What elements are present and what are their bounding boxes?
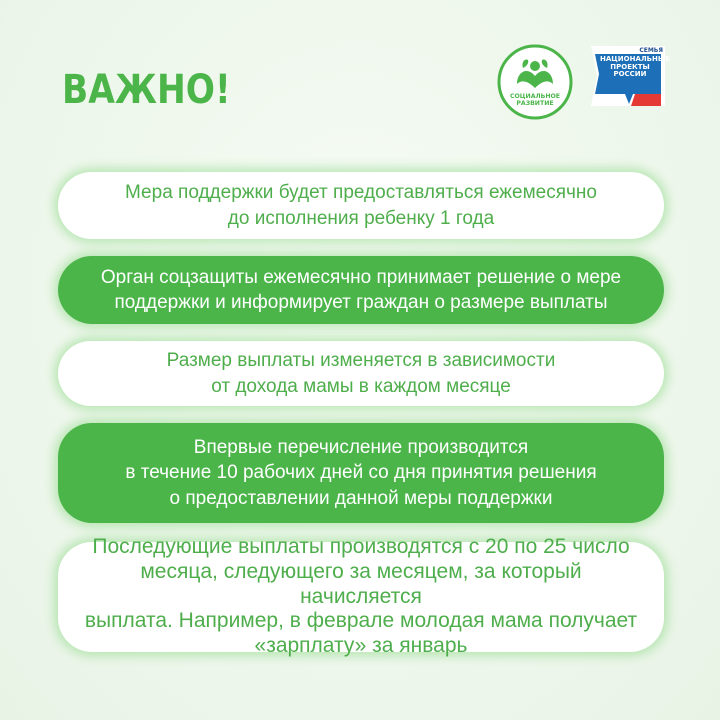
info-card-5-text: Последующие выплаты производятся с 20 по 25 число месяца, следующего за месяцем, за который начисляется выплата. Например, в феврале молодая мама получает «зарплату» за январь	[84, 535, 638, 658]
social-development-logo-graphic	[497, 44, 573, 120]
national-projects-family-label: СЕМЬЯ	[639, 47, 663, 54]
page-title: ВАЖНО!	[62, 67, 231, 113]
info-card-4	[58, 423, 664, 523]
national-projects-line-1: НАЦИОНАЛЬНЫЕ	[600, 55, 670, 63]
info-card-2	[58, 256, 664, 324]
info-card-1	[58, 172, 664, 239]
national-projects-line-3: РОССИИ	[613, 70, 647, 79]
national-projects-text	[600, 55, 670, 79]
national-projects-logo	[585, 42, 669, 114]
info-card-1-text: Мера поддержки будет предоставляться ежемесячно до исполнения ребенку 1 года	[125, 182, 597, 229]
info-card-2-text: Орган соцзащиты ежемесячно принимает решение о мере поддержки и информирует граждан о размере выплаты	[100, 266, 622, 313]
info-card-3	[58, 341, 664, 406]
social-development-logo	[497, 44, 573, 120]
national-projects-line-2: ПРОЕКТЫ	[610, 62, 650, 71]
info-card-3-text: Размер выплаты изменяется в зависимости от дохода мамы в каждом месяце	[166, 350, 556, 397]
social-logo-text-2: РАЗВИТИЕ	[516, 100, 554, 107]
info-card-4-text: Впервые перечисление производится в течение 10 рабочих дней со дня принятия решения о предоставлении данной меры поддержки	[125, 437, 597, 509]
social-logo-text-1: СОЦИАЛЬНОЕ	[509, 93, 561, 100]
info-card-5	[58, 535, 664, 658]
